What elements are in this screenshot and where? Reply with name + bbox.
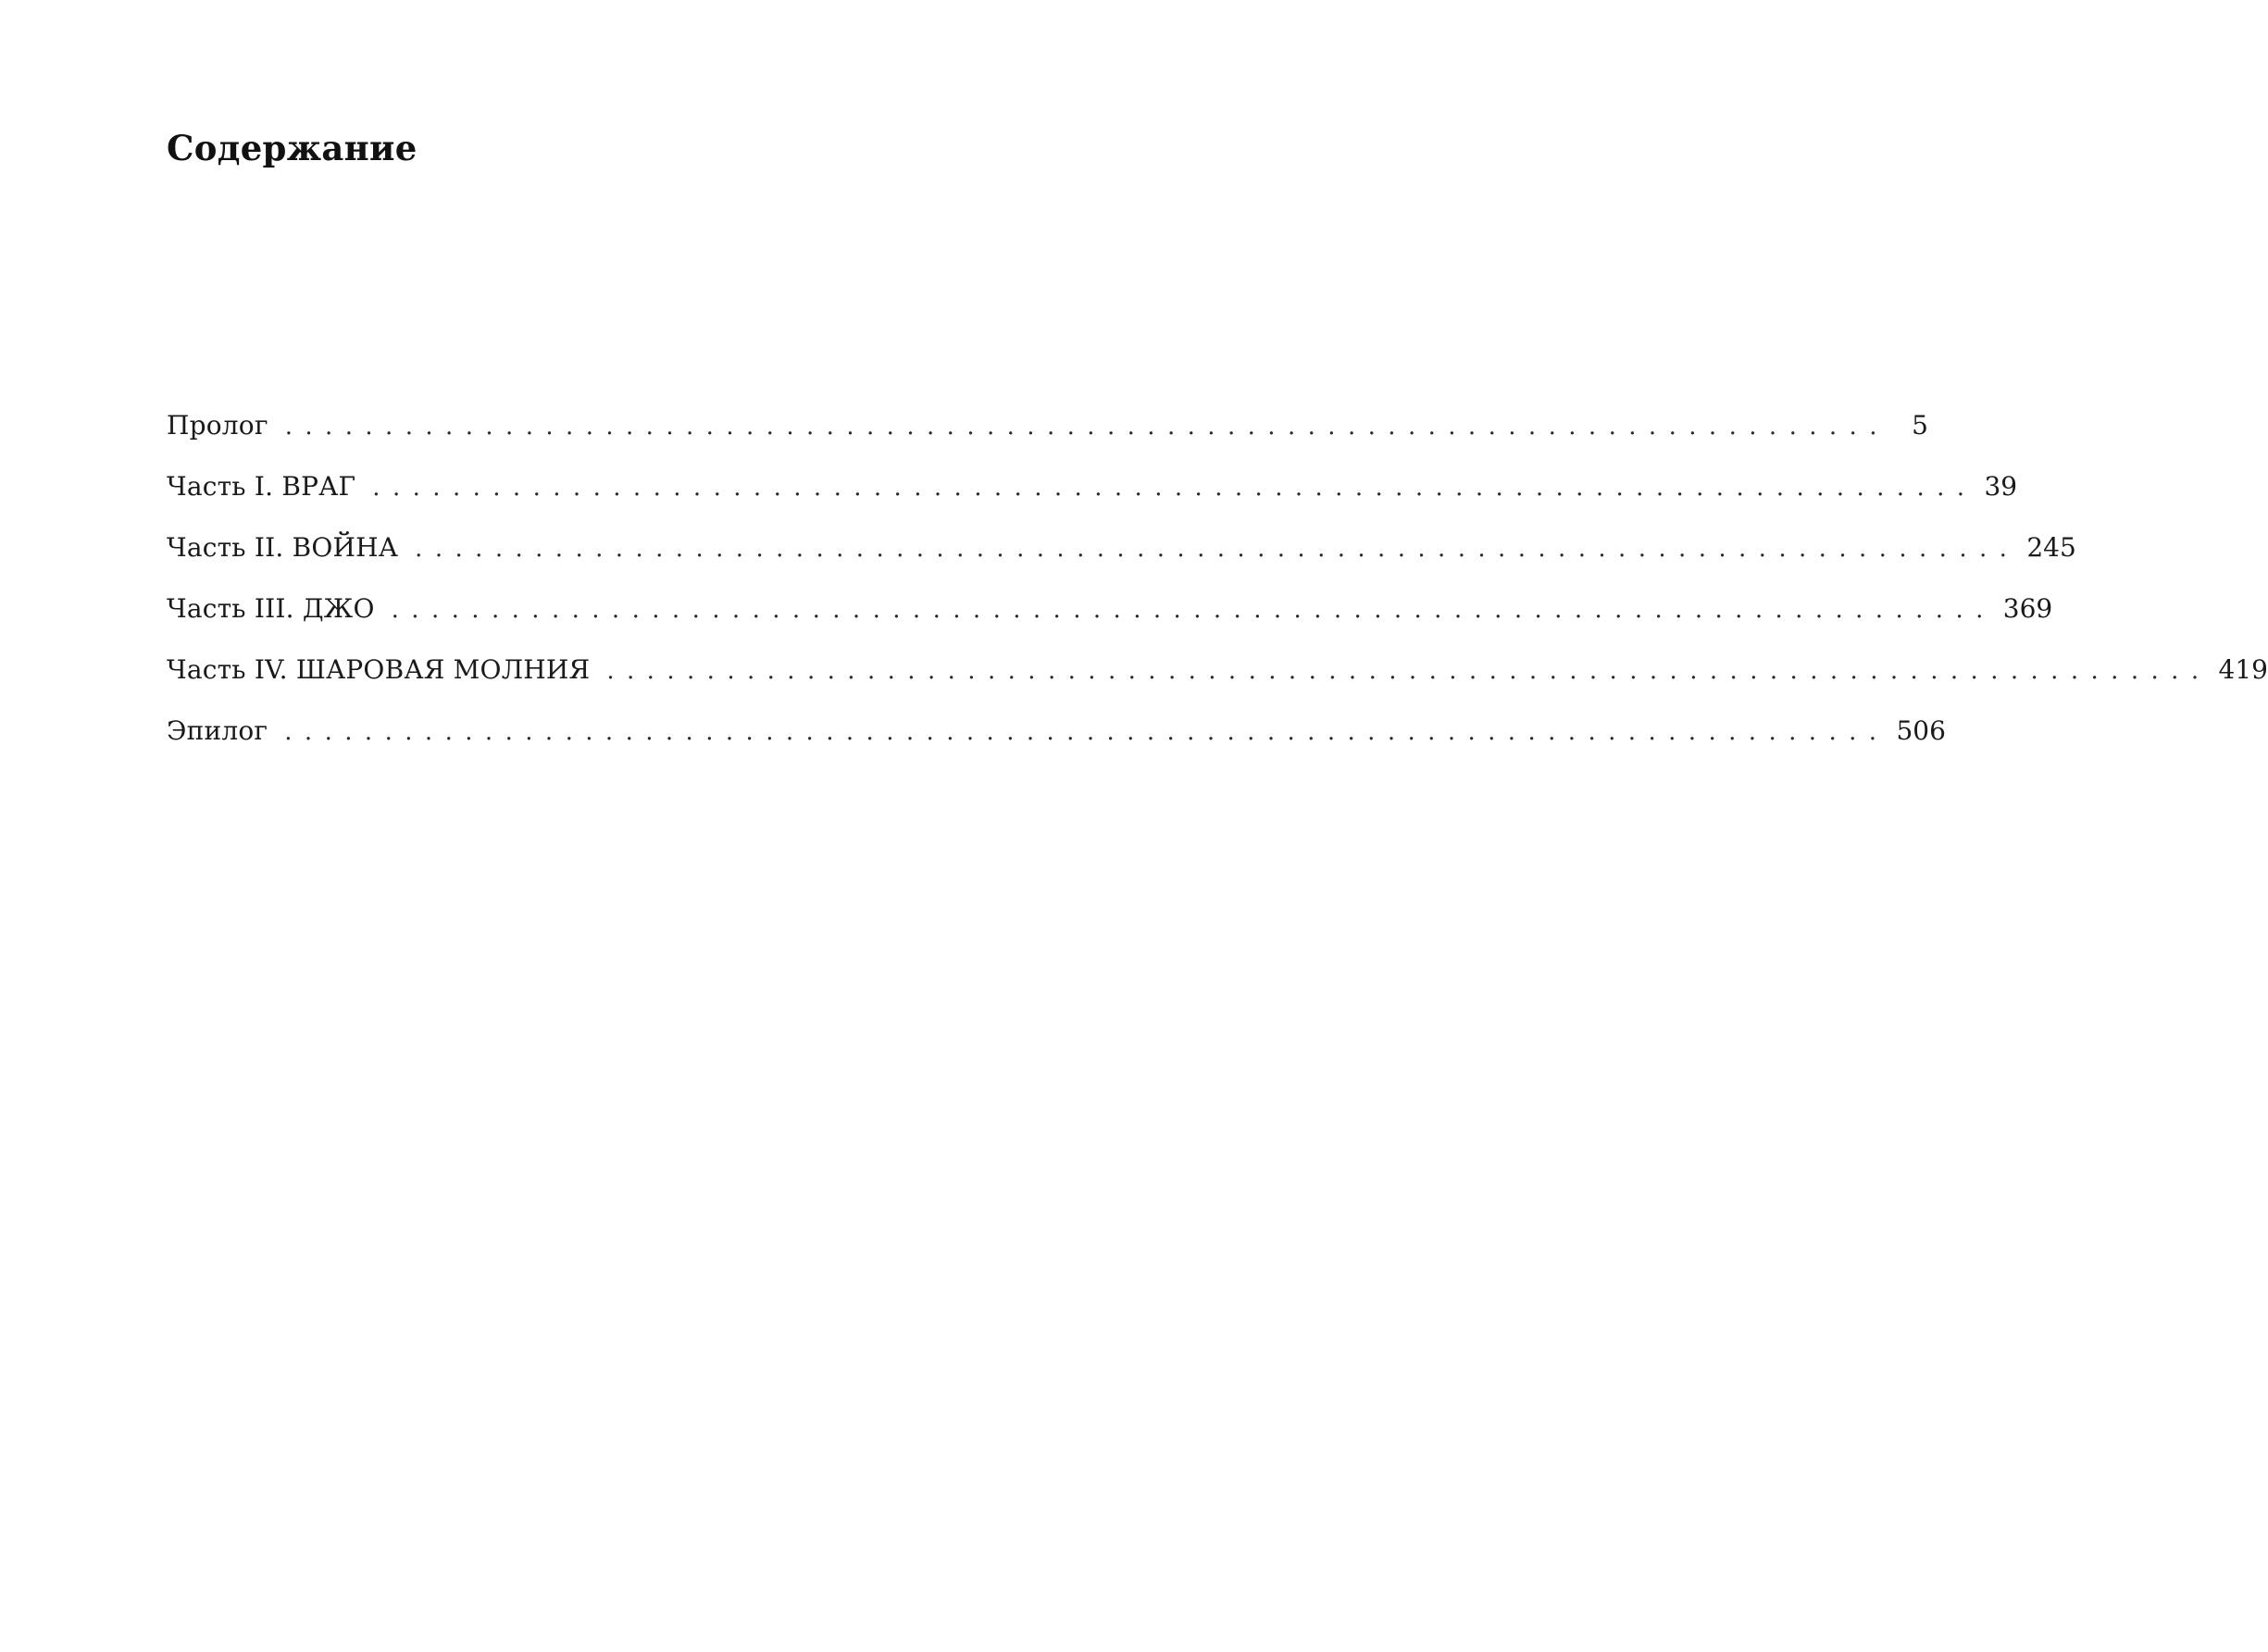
toc-entry-page-number: 5 (1912, 410, 1928, 441)
toc-entry-part-3 (167, 589, 2053, 650)
toc-entry-page-number: 39 (1984, 471, 2018, 502)
toc-entry-prologue (167, 405, 1928, 466)
toc-entry-page-number: 245 (2026, 532, 2076, 563)
toc-entry-label: Часть IV. ШАРОВАЯ МОЛНИЯ (167, 654, 591, 685)
dot-leader: ................................................................................ (606, 657, 2212, 685)
page-title: Содержание (167, 128, 417, 168)
toc-entry-page-number: 506 (1896, 715, 1946, 746)
dot-leader: ................................................................................ (284, 718, 1889, 746)
dot-leader: ................................................................................ (372, 474, 1977, 502)
toc-entry-label: Часть II. ВОЙНА (167, 532, 399, 563)
dot-leader: ................................................................................ (284, 413, 1889, 441)
toc-entry-label: Пролог (167, 410, 268, 441)
toc-entry-part-4 (167, 650, 2268, 711)
toc-entry-page-number: 419 (2218, 654, 2268, 685)
dot-leader: ................................................................................ (391, 596, 1996, 624)
toc-entry-part-1 (167, 466, 2018, 528)
toc-entry-label: Часть III. ДЖО (167, 593, 375, 624)
toc-entry-epilogue (167, 711, 1946, 772)
toc-entry-part-2 (167, 528, 2076, 589)
table-of-contents (167, 405, 2268, 772)
toc-entry-label: Эпилог (167, 715, 268, 746)
toc-entry-page-number: 369 (2002, 593, 2053, 624)
dot-leader: ................................................................................ (415, 535, 2020, 563)
toc-entry-label: Часть I. ВРАГ (167, 471, 356, 502)
